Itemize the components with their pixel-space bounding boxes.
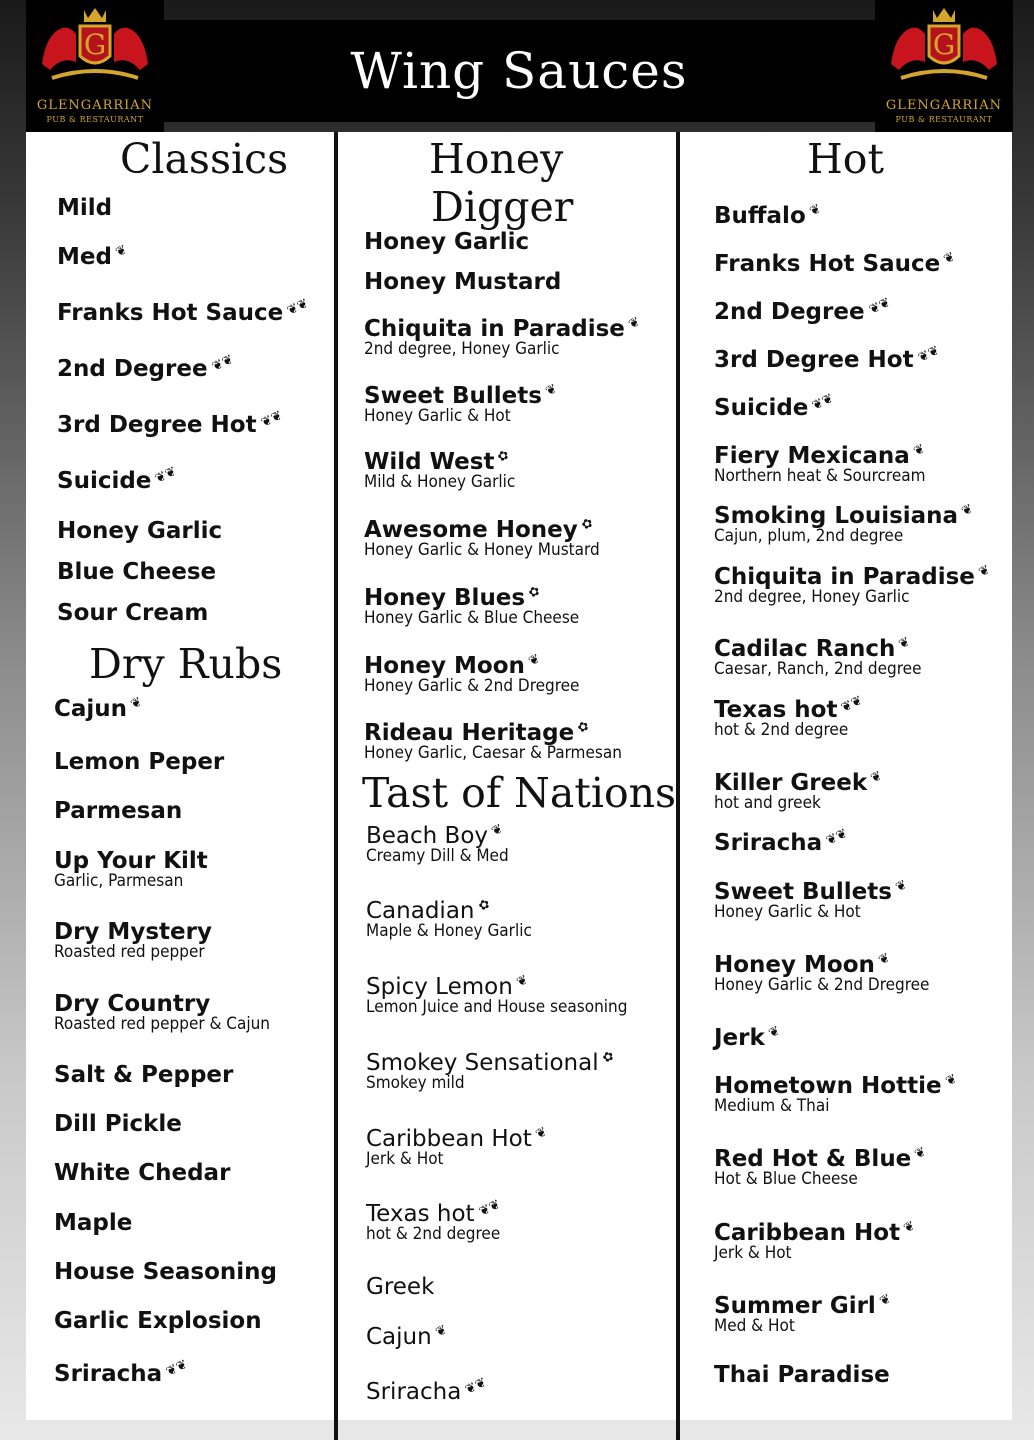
item-description: 2nd degree, Honey Garlic xyxy=(714,587,910,608)
item-name: Sriracha xyxy=(366,1379,462,1405)
item-name: Texas hot xyxy=(714,697,838,723)
menu-item xyxy=(57,296,312,326)
item-name: Fiery Mexicana xyxy=(714,443,910,469)
menu-item xyxy=(364,583,580,629)
item-name: Chiquita in Paradise xyxy=(714,564,975,590)
item-name: Garlic Explosion xyxy=(54,1308,262,1334)
item-name: Smokey Sensational xyxy=(366,1050,599,1076)
heading-honey-digger-2: Digger xyxy=(431,183,574,231)
pepper-icon: ✿ xyxy=(475,896,493,915)
item-name: Suicide xyxy=(714,395,809,421)
menu-item xyxy=(366,972,628,1018)
menu-item xyxy=(57,242,130,270)
pepper-icon: ❦ xyxy=(543,381,560,400)
crest-icon xyxy=(881,4,1007,94)
item-name: Greek xyxy=(366,1274,435,1300)
page-title: Wing Sauces xyxy=(350,42,688,100)
item-name: Honey Blues xyxy=(364,585,526,611)
item-name: Mild xyxy=(57,195,113,221)
pepper-icon: ❦ xyxy=(113,242,130,261)
menu-item xyxy=(714,693,866,741)
pepper-icon: ❦ xyxy=(526,651,543,670)
item-description: Roasted red pepper & Cajun xyxy=(54,1014,271,1035)
item-name: Cajun xyxy=(366,1324,432,1350)
item-description: Garlic, Parmesan xyxy=(54,871,184,892)
menu-item xyxy=(714,1023,783,1051)
item-description: Honey Garlic & 2nd Dregree xyxy=(714,975,930,996)
menu-item xyxy=(714,634,922,680)
heading-classics: Classics xyxy=(120,135,289,183)
pepper-icon: ✿ xyxy=(575,718,592,737)
pepper-icon: ❦ xyxy=(514,972,531,991)
item-name: Dill Pickle xyxy=(54,1111,182,1137)
item-name: Lemon Peper xyxy=(54,749,225,775)
menu-item xyxy=(714,1218,918,1264)
item-description: Honey Garlic, Caesar & Parmesan xyxy=(364,743,622,764)
item-name: Blue Cheese xyxy=(57,559,217,585)
item-name: Caribbean Hot xyxy=(714,1220,901,1246)
item-name: Smoking Louisiana xyxy=(714,503,959,529)
menu-item xyxy=(366,821,509,867)
pepper-icon: ❦ xyxy=(433,1322,450,1341)
menu-item xyxy=(54,992,270,1034)
menu-item xyxy=(54,920,212,962)
item-name: 2nd Degree xyxy=(57,356,208,382)
menu-item xyxy=(714,1144,929,1190)
menu-item xyxy=(366,1048,617,1094)
logo-right xyxy=(875,0,1013,132)
item-name: Summer Girl xyxy=(714,1293,876,1319)
item-description: Honey Garlic & Hot xyxy=(714,902,861,923)
item-description: Creamy Dill & Med xyxy=(366,846,509,867)
menu-item xyxy=(54,1309,262,1333)
item-description: hot & 2nd degree xyxy=(714,720,849,741)
item-name: Hometown Hottie xyxy=(714,1073,942,1099)
menu-item xyxy=(364,718,622,764)
pepper-icon: ✿ xyxy=(526,583,543,602)
logo-left xyxy=(26,0,164,132)
item-name: Red Hot & Blue xyxy=(714,1146,912,1172)
menu-item xyxy=(364,447,516,493)
pepper-icon: ❦❦ xyxy=(476,1197,503,1220)
pepper-icon: ❦ xyxy=(868,768,885,787)
item-description: Honey Garlic & Hot xyxy=(364,406,511,427)
pepper-icon: ❦ xyxy=(896,634,913,653)
item-name: Honey Garlic xyxy=(364,229,530,255)
item-name: White Chedar xyxy=(54,1160,231,1186)
item-description: Honey Garlic & 2nd Dregree xyxy=(364,676,580,697)
brand-name: GLENGARRIAN xyxy=(885,98,1003,113)
menu-item xyxy=(714,501,976,547)
item-name: Awesome Honey xyxy=(364,517,578,543)
pepper-icon: ❦ xyxy=(807,201,824,220)
menu-item xyxy=(714,295,893,325)
menu-item xyxy=(57,352,236,382)
menu-item xyxy=(54,1063,233,1087)
pepper-icon: ❦ xyxy=(533,1124,550,1143)
menu-item xyxy=(54,694,145,722)
svg-text:G: G xyxy=(83,28,107,61)
menu-item xyxy=(366,1322,450,1350)
item-name: Thai Paradise xyxy=(714,1362,890,1388)
item-name: Parmesan xyxy=(54,798,183,824)
pepper-icon: ❦ xyxy=(876,950,893,969)
item-name: Franks Hot Sauce xyxy=(714,251,941,277)
menu-item xyxy=(54,799,182,823)
pepper-icon: ❦ xyxy=(901,1218,918,1237)
menu-item xyxy=(57,519,222,543)
menu-item xyxy=(714,201,824,229)
item-description: Lemon Juice and House seasoning xyxy=(366,997,628,1018)
pepper-icon: ❦ xyxy=(893,877,910,896)
heading-dry-rubs: Dry Rubs xyxy=(89,640,283,688)
menu-item xyxy=(364,270,561,294)
item-name: Cadilac Ranch xyxy=(714,636,896,662)
menu-item xyxy=(714,391,837,421)
item-description: Cajun, plum, 2nd degree xyxy=(714,526,904,547)
item-description: Maple & Honey Garlic xyxy=(366,921,532,942)
menu-item xyxy=(714,768,885,814)
pepper-icon: ❦ xyxy=(911,441,928,460)
item-description: Caesar, Ranch, 2nd degree xyxy=(714,659,922,680)
menu-item xyxy=(57,601,208,625)
item-name: Beach Boy xyxy=(366,823,489,849)
brand-name: GLENGARRIAN xyxy=(36,98,154,113)
pepper-icon: ✿ xyxy=(599,1048,617,1067)
menu-item xyxy=(366,1124,550,1170)
item-name: Caribbean Hot xyxy=(366,1126,532,1152)
menu-item xyxy=(364,230,529,254)
item-name: Franks Hot Sauce xyxy=(57,300,284,326)
menu-item xyxy=(54,750,224,774)
item-description: Med & Hot xyxy=(714,1316,795,1337)
menu-item xyxy=(714,562,993,608)
item-name: Dry Country xyxy=(54,991,211,1017)
item-name: Jerk xyxy=(714,1025,765,1051)
item-name: Texas hot xyxy=(366,1201,475,1227)
item-description: Honey Garlic & Honey Mustard xyxy=(364,540,600,561)
menu-item xyxy=(54,849,208,891)
menu-item xyxy=(714,249,958,277)
menu-item xyxy=(54,1260,277,1284)
menu-item xyxy=(364,381,560,427)
menu-item xyxy=(366,1197,503,1245)
item-name: Med xyxy=(57,244,112,270)
brand-sub: PUB & RESTAURANT xyxy=(895,115,993,124)
pepper-icon: ❦❦ xyxy=(866,295,893,318)
column-divider xyxy=(676,132,680,1440)
pepper-icon: ❦❦ xyxy=(285,296,312,319)
header-bar xyxy=(26,20,1012,122)
menu-item xyxy=(57,196,112,220)
menu-item xyxy=(714,877,910,923)
menu-item xyxy=(54,1211,132,1235)
item-name: Sweet Bullets xyxy=(364,383,542,409)
item-name: Dry Mystery xyxy=(54,919,212,945)
item-name: House Seasoning xyxy=(54,1259,277,1285)
pepper-icon: ✿ xyxy=(495,447,513,466)
item-name: Buffalo xyxy=(714,203,806,229)
item-name: 3rd Degree Hot xyxy=(57,412,257,438)
pepper-icon: ❦ xyxy=(942,1071,960,1090)
pepper-icon: ❦ xyxy=(959,501,976,520)
heading-tast-of-nations: Tast of Nations xyxy=(362,769,677,817)
menu-item xyxy=(714,950,930,996)
pepper-icon: ❦ xyxy=(626,314,643,333)
item-name: Salt & Pepper xyxy=(54,1062,234,1088)
heading-hot: Hot xyxy=(807,135,884,183)
item-name: Wild West xyxy=(364,449,495,475)
menu-item xyxy=(364,651,580,697)
pepper-icon: ❦ xyxy=(489,821,506,840)
pepper-icon: ❦ xyxy=(766,1023,783,1042)
item-description: 2nd degree, Honey Garlic xyxy=(364,339,560,360)
item-name: Honey Moon xyxy=(364,653,525,679)
item-name: Honey Mustard xyxy=(364,269,562,295)
menu-item xyxy=(714,1071,960,1117)
item-name: Sriracha xyxy=(714,830,823,856)
pepper-icon: ❦ xyxy=(877,1291,894,1310)
pepper-icon: ❦❦ xyxy=(463,1375,490,1398)
item-name: Honey Moon xyxy=(714,952,875,978)
menu-item xyxy=(54,1161,230,1185)
pepper-icon: ❦❦ xyxy=(164,1357,191,1380)
pepper-icon: ❦❦ xyxy=(258,408,285,431)
crest-icon xyxy=(32,4,158,94)
svg-text:G: G xyxy=(932,28,956,61)
menu-item xyxy=(714,1363,890,1387)
item-name: Maple xyxy=(54,1210,133,1236)
pepper-icon: ❦❦ xyxy=(839,693,866,716)
menu-item xyxy=(714,826,851,856)
item-name: Sweet Bullets xyxy=(714,879,892,905)
menu-item xyxy=(714,1291,894,1337)
item-name: Honey Garlic xyxy=(57,518,223,544)
pepper-icon: ❦❦ xyxy=(209,352,236,375)
item-description: Mild & Honey Garlic xyxy=(364,472,516,493)
menu-item xyxy=(366,1375,490,1405)
item-description: Smokey mild xyxy=(366,1073,465,1094)
menu-item xyxy=(54,1357,191,1387)
item-name: Rideau Heritage xyxy=(364,720,575,746)
item-name: 2nd Degree xyxy=(714,299,865,325)
menu-item xyxy=(57,408,285,438)
pepper-icon: ❦❦ xyxy=(915,343,942,366)
item-description: hot & 2nd degree xyxy=(366,1224,501,1245)
item-name: Sour Cream xyxy=(57,600,209,626)
item-description: Jerk & Hot xyxy=(366,1149,444,1170)
menu-item xyxy=(714,441,928,487)
item-description: Honey Garlic & Blue Cheese xyxy=(364,608,580,629)
item-name: Chiquita in Paradise xyxy=(364,316,625,342)
pepper-icon: ❦ xyxy=(912,1144,929,1163)
menu-item xyxy=(364,515,600,561)
menu-item xyxy=(57,464,180,494)
item-description: Medium & Thai xyxy=(714,1096,830,1117)
brand-sub: PUB & RESTAURANT xyxy=(46,115,144,124)
item-name: Spicy Lemon xyxy=(366,974,513,1000)
pepper-icon: ❦ xyxy=(128,694,145,713)
item-description: Jerk & Hot xyxy=(714,1243,792,1264)
pepper-icon: ✿ xyxy=(579,515,596,534)
menu-item xyxy=(366,1275,434,1299)
item-description: Northern heat & Sourcream xyxy=(714,466,926,487)
item-name: Sriracha xyxy=(54,1361,163,1387)
item-description: Roasted red pepper xyxy=(54,942,205,963)
pepper-icon: ❦❦ xyxy=(153,464,180,487)
column-divider xyxy=(334,132,338,1440)
item-name: Canadian xyxy=(366,898,475,924)
menu-item xyxy=(714,343,942,373)
heading-honey-digger-1: Honey xyxy=(429,135,564,183)
item-name: 3rd Degree Hot xyxy=(714,347,914,373)
menu-item xyxy=(57,560,216,584)
item-name: Killer Greek xyxy=(714,770,868,796)
pepper-icon: ❦ xyxy=(941,249,958,268)
menu-item xyxy=(54,1112,182,1136)
menu-item xyxy=(364,314,643,360)
item-description: hot and greek xyxy=(714,793,821,814)
pepper-icon: ❦ xyxy=(976,562,993,581)
pepper-icon: ❦❦ xyxy=(824,826,851,849)
item-description: Hot & Blue Cheese xyxy=(714,1169,858,1190)
menu-item xyxy=(366,896,532,942)
pepper-icon: ❦❦ xyxy=(810,391,837,414)
item-name: Cajun xyxy=(54,696,128,722)
item-name: Up Your Kilt xyxy=(54,848,208,874)
item-name: Suicide xyxy=(57,468,152,494)
